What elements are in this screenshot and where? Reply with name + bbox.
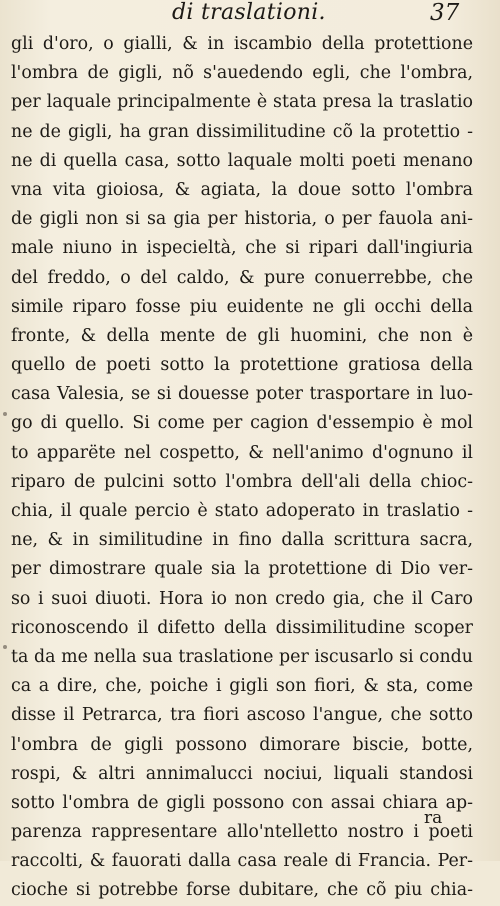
text-line: raccolti, & fauorati dalla casa reale di Francia. Per-: [11, 851, 473, 872]
text-line: riparo de pulcini sotto l'ombra dell'ali della chioc-: [11, 471, 473, 492]
margin-ink-mark: [3, 645, 7, 649]
text-line: cioche si potrebbe forse dubitare, che cõ piu chia-: [11, 880, 473, 901]
text-line: del freddo, o del caldo, & pure conuerrebbe, che: [11, 267, 473, 288]
text-line: ne di quella casa, sotto laquale molti poeti menano: [11, 150, 473, 171]
text-line: ne de gigli, ha gran dissimilitudine cõ la protettio -: [11, 121, 473, 142]
text-line: quello de poeti sotto la protettione gratiosa della: [11, 355, 473, 376]
text-line: male niuno in ispecieltà, che si ripari dall'ingiuria: [11, 238, 473, 259]
text-line: disse il Petrarca, tra fiori ascoso l'angue, che sotto: [11, 705, 473, 726]
text-line: so i suoi diuoti. Hora io non credo gia, che il Caro: [11, 588, 473, 609]
text-line: simile riparo fosse piu euidente ne gli occhi della: [11, 296, 473, 317]
text-line: vna vita gioiosa, & agiata, la doue sotto l'ombra: [11, 179, 473, 200]
text-line: fronte, & della mente de gli huomini, che non è: [11, 325, 473, 346]
text-line: de gigli non si sa gia per historia, o per fauola ani-: [11, 209, 473, 230]
text-line: ca a dire, che, poiche i gigli son fiori, & sta, come: [11, 676, 473, 697]
margin-ink-mark: [3, 412, 7, 416]
text-line: riconoscendo il difetto della dissimilitudine scoper: [11, 617, 473, 638]
catchword: ra: [424, 808, 443, 828]
text-line: parenza rappresentare allo'ntelletto nostro i poeti: [11, 822, 473, 843]
text-line: go di quello. Si come per cagion d'essempio è mol: [11, 413, 473, 434]
text-line: l'ombra de gigli possono dimorare biscie, botte,: [11, 734, 473, 755]
page-number: 37: [430, 0, 460, 26]
text-line: sotto l'ombra de gigli possono con assai chiara ap-: [11, 792, 473, 813]
text-line: to apparëte nel cospetto, & nell'animo d'ognuno il: [11, 442, 473, 463]
text-line: casa Valesia, se si douesse poter trasportare in luo-: [11, 384, 473, 405]
text-line: rospi, & altri annimalucci nociui, liquali standosi: [11, 763, 473, 784]
running-head: [0, 0, 500, 30]
text-line: gli d'oro, o gialli, & in iscambio della protettione: [11, 34, 473, 54]
text-line: per laquale principalmente è stata presa la traslatio: [11, 92, 473, 113]
running-title: di traslationi.: [172, 0, 326, 25]
text-line: per dimostrare quale sia la protettione di Dio ver-: [11, 559, 473, 580]
text-line: ne, & in similitudine in fino dalla scrittura sacra,: [11, 530, 473, 551]
body-text: [11, 30, 473, 906]
text-line: ta da me nella sua traslatione per iscusarlo si condu: [11, 646, 473, 667]
text-line: chia, il quale percio è stato adoperato in traslatio -: [11, 501, 473, 521]
text-line: l'ombra de gigli, nõ s'auedendo egli, che l'ombra,: [11, 63, 473, 84]
